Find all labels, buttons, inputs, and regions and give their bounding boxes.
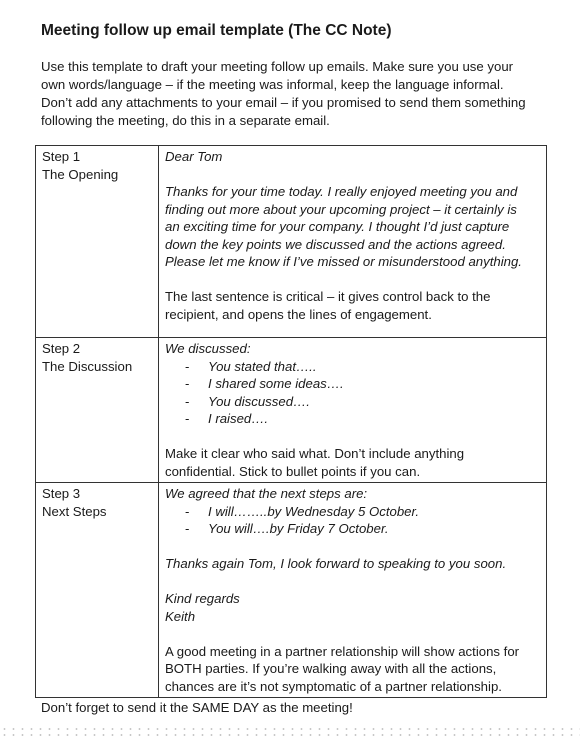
intro-line: Use this template to draft your meeting follow up emails. Make sure you use your <box>41 59 514 74</box>
note-line: chances are it’s not symptomatic of a partner relationship. <box>165 678 502 694</box>
note-line: The last sentence is critical – it gives control back to the <box>165 289 491 304</box>
email-signature: Keith <box>165 608 196 624</box>
bullet-item: - I shared some ideas…. <box>185 376 344 391</box>
step-content-cell <box>159 483 547 698</box>
step-row-next-steps <box>36 483 547 698</box>
step-label-cell <box>36 338 159 483</box>
step-row-opening <box>36 146 547 338</box>
note-line: recipient, and opens the lines of engagement. <box>165 306 432 322</box>
steps-table <box>35 145 547 698</box>
step-label-cell <box>36 146 159 338</box>
note-line: A good meeting in a partner relationship will show actions for <box>165 643 520 659</box>
dash-bullet-icon: - <box>185 503 190 519</box>
next-steps-intro: We agreed that the next steps are: <box>165 486 368 501</box>
bullet-item: - I raised…. <box>185 411 269 426</box>
next-steps-bullets <box>165 503 540 538</box>
step-label-cell <box>36 483 159 698</box>
discussion-intro: We discussed: <box>165 341 251 356</box>
footer-reminder: Don’t forget to send it the SAME DAY as the meeting! <box>41 700 353 715</box>
step-name: The Opening <box>42 166 119 182</box>
email-closing: Thanks again Tom, I look forward to speaking to you soon. <box>165 556 507 571</box>
dash-bullet-icon: - <box>185 358 190 374</box>
email-line: finding out more about your upcoming project – it certainly is <box>165 201 517 217</box>
intro-line: following the meeting, do this in a separate email. <box>41 113 330 128</box>
step-row-discussion <box>36 338 547 483</box>
page-title: Meeting follow up email template (The CC Note) <box>41 22 392 39</box>
step-number: Step 1 <box>42 149 81 164</box>
note-line: BOTH parties. If you’re walking away with all the actions, <box>165 661 497 676</box>
bullet-item: - You discussed…. <box>185 393 310 409</box>
email-line: Please let me know if I’ve missed or misunderstood anything. <box>165 254 522 269</box>
email-signoff: Kind regards <box>165 591 240 606</box>
email-line: down the key points we discussed and the actions agreed. <box>165 236 506 252</box>
decorative-dotted-border <box>0 726 580 738</box>
intro-paragraph <box>41 58 541 130</box>
intro-line: Don’t add any attachments to your email – if you promised to send them something <box>41 95 526 110</box>
guidance-note <box>165 643 540 696</box>
email-line: Thanks for your time today. I really enjoyed meeting you and <box>165 184 518 199</box>
note-line: Make it clear who said what. Don’t include anything <box>165 446 465 461</box>
step-name: Next Steps <box>42 503 107 519</box>
step-number: Step 3 <box>42 486 81 501</box>
note-line: confidential. Stick to bullet points if you can. <box>165 463 421 479</box>
dash-bullet-icon: - <box>185 411 190 426</box>
bullet-item: - You will….by Friday 7 October. <box>185 521 389 536</box>
dash-bullet-icon: - <box>185 393 190 409</box>
bullet-item: - You stated that….. <box>185 358 317 374</box>
step-name: The Discussion <box>42 358 133 374</box>
intro-line: own words/language – if the meeting was informal, keep the language informal. <box>41 77 504 92</box>
discussion-bullets <box>165 358 540 428</box>
guidance-note <box>165 445 540 480</box>
dash-bullet-icon: - <box>185 521 190 536</box>
email-paragraph <box>165 183 540 271</box>
bullet-item: - I will……..by Wednesday 5 October. <box>185 503 420 519</box>
email-greeting: Dear Tom <box>165 149 223 164</box>
email-line: an exciting time for your company. I thought I’d just capture <box>165 219 510 234</box>
step-content-cell <box>159 146 547 338</box>
step-number: Step 2 <box>42 341 81 356</box>
step-content-cell <box>159 338 547 483</box>
dash-bullet-icon: - <box>185 376 190 391</box>
guidance-note <box>165 288 540 323</box>
